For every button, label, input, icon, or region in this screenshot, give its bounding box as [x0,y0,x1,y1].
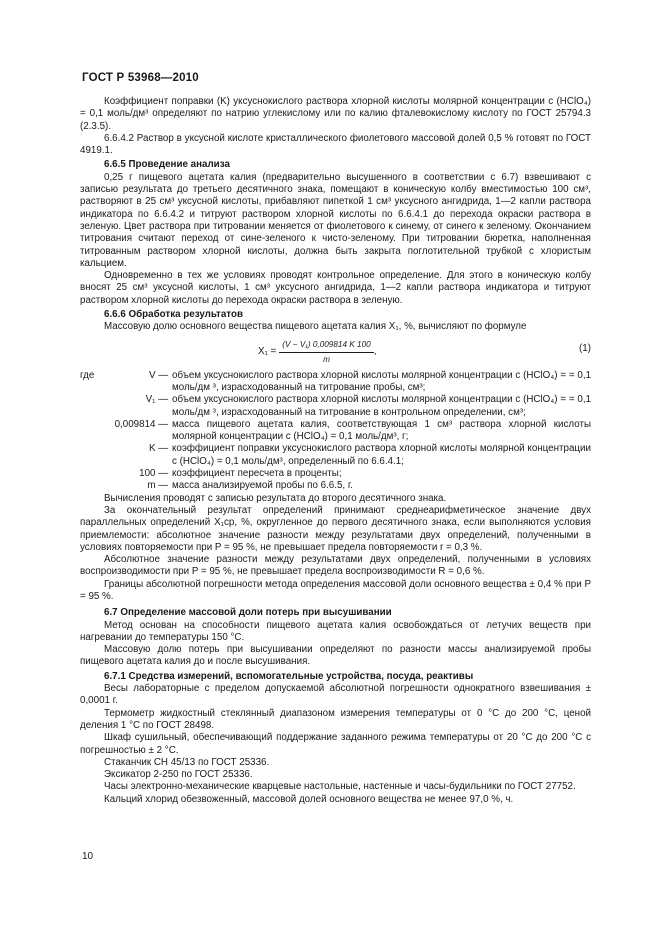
definition-row [80,394,591,419]
definition-row [80,480,591,492]
paragraph: Эксикатор 2-250 по ГОСТ 25336. [104,769,253,781]
page-number: 10 [82,851,94,862]
definition-text: масса пищевого ацетата калия, соответствующая 1 см³ раствора хлорной кислоты молярной концентрации c (HClO₄) = 0,1 моль/дм³, г; [172,418,591,443]
formula-fraction [279,339,373,367]
definition-row [80,443,591,468]
paragraph: 0,25 г пищевого ацетата калия (предварительно высушенного в соответствии с 6.7) взвешивают с записью результата до третьего десятичного знака, помещают в коническую колбу вместимостью 100 см³, растворяют в 25 см³ уксусной кислоты, прибавляют пипеткой 1 см³ уксусного ангидрида, 1—2 капли раствора индикатора по 6.6.4.2 и титруют раствором хлорной кислоты по 6.6.4.1 до перехода окраски раствора в зеленую. Цвет раствора при титровании меняется от фиолетового к синему, от синего к зеленому. Окончанием титрования считают переход от сине-зеленого к чисто-зеленому. При титровании бюретка, наполненная титрованным раствором хлорной кислоты, должна быть закрыта поглотительной трубкой с хлористым кальцием. [80,171,591,269]
definition-symbol-text: 100 — [139,468,168,480]
definition-row [80,370,591,395]
definition-symbol-text: V — [148,369,168,381]
paragraph: Шкаф сушильный, обеспечивающий поддержание заданного режима температуры от 20 °С до 200 °С с погрешностью ± 2 °С. [80,732,591,756]
paragraph: 6.6.4.2 Раствор в уксусной кислоте кристаллического фиолетового массовой долей 0,5 % готовят по ГОСТ 4919.1. [80,132,591,157]
definition-text: объем уксуснокислого раствора хлорной кислоты молярной концентрации c (HClO₄) = = 0,1 моль/дм ³, израсходованный на титрование пробы, см³; [172,369,591,393]
formula-denominator: m [323,354,330,364]
document-header: ГОСТ Р 53968—2010 [82,72,199,84]
paragraph: Термометр жидкостный стеклянный диапазоном измерения температуры от 0 °С до 200 °С, ценой деления 1 °С по ГОСТ 28498. [80,707,591,731]
definition-text: объем уксуснокислого раствора хлорной кислоты молярной концентрации c (HClO₄) = = 0,1 моль/дм ³, израсходованный на титрование в контрольном определении, см³; [172,394,591,418]
paragraph: Часы электронно-механические кварцевые настольные, настенные и часы-будильники по ГОСТ 27752. [104,781,576,793]
definition-symbol [80,443,172,468]
definition-text: коэффициент поправки уксуснокислого раствора хлорной кислоты молярной концентрации c (HClO₄) = 0,1 моль/дм³, определенный по 6.6.4.1; [172,443,591,467]
definition-symbol [80,419,172,444]
definition-symbol [80,394,172,419]
definition-symbol-text: K — [148,443,168,455]
subsection-heading: 6.7.1 Средства измерений, вспомогательные устройства, посуда, реактивы [104,670,474,682]
formula-expression [258,339,376,367]
definition-symbol-text: m — [147,480,168,492]
paragraph: За окончательный результат определений принимают среднеарифметическое значение двух параллельных определений X₁ср, %, округленное до первого десятичного знака, если выполняются условия приемлемости: абсолютное значение разности между результатами двух определений, полученными в условиях повторяемости при P = 95 %, не превышает предела повторяемости r = 0,3 %. [80,504,591,553]
formula-1 [80,336,591,368]
definition-symbol [132,370,172,395]
formula-number: (1) [579,342,591,354]
section-heading: 6.7 Определение массовой доли потерь при высушивании [104,607,392,619]
formula-numerator: (V − V₁) 0,009814 K 100 [279,339,373,353]
definition-symbol [80,468,172,480]
paragraph: Кальций хлорид обезвоженный, массовой долей основного вещества не менее 97,0 %, ч. [104,793,514,805]
subsection-heading: 6.6.5 Проведение анализа [104,159,230,171]
definition-symbol [80,480,172,492]
paragraph: Абсолютное значение разности между результатами двух определений, полученными в условиях воспроизводимости при P = 95 %, не превышает предела воспроизводимости R = 0,6 %. [80,554,591,578]
definition-row [80,419,591,444]
definition-symbol-text: V₁ — [145,394,168,406]
definition-text: коэффициент пересчета в проценты; [172,468,342,480]
paragraph: Стаканчик СН 45/13 по ГОСТ 25336. [104,756,270,768]
paragraph: Массовую долю основного вещества пищевого ацетата калия X₁, %, вычисляют по формуле [104,321,527,333]
formula-lhs: X₁ = [258,346,277,358]
paragraph: Одновременно в тех же условиях проводят контрольное определение. Для этого в коническую колбу вносят 25 см³ уксусной кислоты, 1 см³ уксусного ангидрида, 1—2 капли раствора индикатора и титруют раствором хлорной кислоты до перехода окраски раствора в зеленую. [80,270,591,306]
paragraph: Метод основан на способности пищевого ацетата калия освобождаться от летучих веществ при нагревании до температуры 150 °С. [80,619,591,643]
definition-text: масса анализируемой пробы по 6.6.5, г. [172,480,353,492]
definition-row [80,468,591,480]
paragraph: Границы абсолютной погрешности метода определения массовой доли основного вещества ± 0,4 % при P = 95 %. [80,578,591,602]
paragraph: Массовую долю потерь при высушивании определяют по разности массы анализируемой пробы пищевого ацетата калия до и после высушивания. [80,644,591,668]
paragraph: Вычисления проводят с записью результата до второго десятичного знака. [104,492,447,504]
subsection-heading: 6.6.6 Обработка результатов [104,309,243,321]
where-lead: где [80,369,95,381]
paragraph: Весы лабораторные с пределом допускаемой абсолютной погрешности однократного взвешивания ± 0,0001 г. [80,683,591,707]
formula-end: , [373,346,377,358]
document-body [80,96,591,806]
variable-definitions [80,370,591,493]
definition-symbol-text: 0,009814 — [114,418,168,430]
paragraph: Коэффициент поправки (K) уксуснокислого раствора хлорной кислоты молярной концентрации c (HClO₄) = 0,1 моль/дм³ определяют по натрию углекислому или по калию фталевокислому кислоту по ГОСТ 25794.3 (2.3.5). [80,96,591,132]
